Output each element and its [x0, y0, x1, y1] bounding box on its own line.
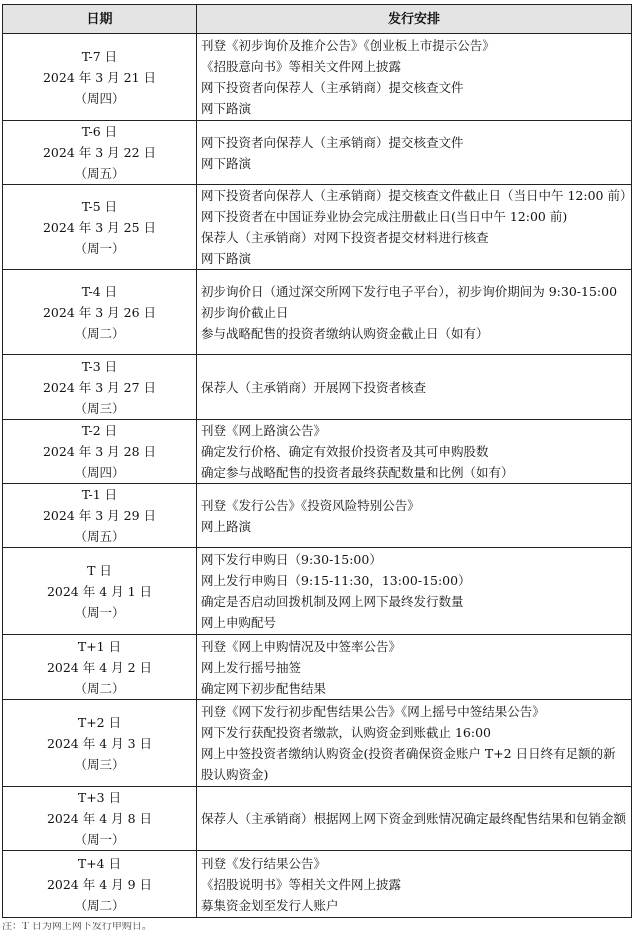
weekday: （周二）: [74, 680, 125, 696]
date-cell: [3, 548, 197, 635]
arrangement-item: 确定网下初步配售结果: [201, 680, 327, 696]
weekday: （周三）: [74, 400, 125, 416]
arrangement-cell: [197, 420, 632, 484]
arrangement-item: 刊登《网上路演公告》: [201, 423, 327, 438]
arrangement-column-header: 发行安排: [197, 5, 632, 34]
schedule-row: [3, 121, 632, 185]
calendar-date: 2024 年 4 月 8 日: [46, 811, 153, 826]
schedule-row: [3, 635, 632, 700]
relative-day: T-5 日: [81, 198, 118, 214]
date-cell: [3, 34, 197, 121]
weekday: （周四）: [74, 465, 125, 480]
calendar-date: 2024 年 3 月 22 日: [42, 145, 157, 160]
relative-day: T+1 日: [77, 638, 122, 654]
date-cell: [3, 700, 197, 787]
arrangement-item: 参与战略配售的投资者缴纳认购资金截止日（如有）: [201, 325, 489, 341]
weekday: （周二）: [74, 897, 125, 913]
arrangement-item: 刊登《网下发行初步配售结果公告》《网上摇号中签结果公告》: [201, 704, 545, 719]
relative-day: T+2 日: [77, 714, 122, 730]
arrangement-cell: [197, 787, 632, 851]
calendar-date: 2024 年 3 月 28 日: [42, 444, 157, 459]
arrangement-item: 刊登《网上申购情况及中签率公告》: [201, 638, 402, 654]
calendar-date: 2024 年 4 月 1 日: [46, 583, 153, 599]
arrangement-item: 网上发行摇号抽签: [201, 659, 302, 675]
weekday: （周三）: [74, 756, 125, 772]
arrangement-item: 网下发行申购日（9:30-15:00）: [201, 552, 382, 567]
arrangement-item: 网下投资者向保荐人（主承销商）提交核查文件截止日（当日中午 12:00 前）: [201, 188, 633, 203]
schedule-row: [3, 548, 632, 635]
date-cell: [3, 635, 197, 700]
calendar-date: 2024 年 4 月 2 日: [46, 659, 153, 675]
arrangement-item: 初步询价日（通过深交所网下发行电子平台），初步询价期间为 9:30-15:00: [201, 283, 618, 299]
arrangement-item: 保荐人（主承销商）对网下投资者提交材料进行核查: [201, 230, 489, 245]
calendar-date: 2024 年 4 月 9 日: [46, 876, 153, 892]
arrangement-item: 刊登《初步询价及推介公告》《创业板上市提示公告》: [201, 38, 495, 53]
schedule-row: [3, 851, 632, 918]
schedule-body: [3, 34, 632, 918]
date-cell: [3, 270, 197, 355]
arrangement-cell: [197, 484, 632, 548]
arrangement-item: 网下路演: [201, 251, 252, 266]
arrangement-cell: [197, 270, 632, 355]
weekday: （周一）: [74, 240, 125, 256]
schedule-row: [3, 700, 632, 787]
table-header-row: [3, 5, 632, 34]
arrangement-cell: [197, 548, 632, 635]
arrangement-cell: [197, 635, 632, 700]
arrangement-item: 网下路演: [201, 155, 252, 171]
arrangement-item: 网下投资者向保荐人（主承销商）提交核查文件: [201, 80, 464, 95]
schedule-row: [3, 787, 632, 851]
relative-day: T+3 日: [77, 790, 122, 805]
schedule-row: [3, 355, 632, 420]
date-column-header: 日期: [3, 5, 197, 34]
calendar-date: 2024 年 3 月 21 日: [42, 69, 157, 85]
schedule-row: [3, 270, 632, 355]
arrangement-item: 保荐人（主承销商）根据网上网下资金到账情况确定最终配售结果和包销金额: [201, 811, 627, 826]
relative-day: T+4 日: [77, 855, 122, 871]
calendar-date: 2024 年 3 月 26 日: [42, 304, 157, 320]
weekday: （周五）: [74, 166, 125, 181]
date-cell: [3, 484, 197, 548]
weekday: （周二）: [74, 325, 125, 341]
relative-day: T-1 日: [81, 487, 118, 502]
schedule-row: [3, 420, 632, 484]
arrangement-cell: [197, 121, 632, 185]
footnote: 注：T 日为网上网下发行申购日。: [2, 922, 152, 932]
arrangement-item: 保荐人（主承销商）开展网下投资者核查: [201, 379, 427, 395]
schedule-row: [3, 34, 632, 121]
schedule-row: [3, 185, 632, 270]
arrangement-item: 网上申购配号: [201, 615, 277, 630]
calendar-date: 2024 年 4 月 3 日: [46, 735, 153, 751]
weekday: （周一）: [74, 604, 125, 620]
schedule-row: [3, 484, 632, 548]
relative-day: T-6 日: [81, 124, 118, 139]
arrangement-item: 《招股意向书》等相关文件网上披露: [201, 59, 402, 74]
issuance-schedule-table: [2, 4, 632, 918]
arrangement-cell: [197, 34, 632, 121]
arrangement-item: 《招股说明书》等相关文件网上披露: [201, 876, 402, 892]
relative-day: T-2 日: [81, 423, 118, 438]
arrangement-item: 确定是否启动回拨机制及网上网下最终发行数量: [201, 594, 464, 609]
calendar-date: 2024 年 3 月 25 日: [42, 219, 157, 235]
date-cell: [3, 185, 197, 270]
arrangement-item: 网上中签投资者缴纳认购资金(投资者确保资金账户 T+2 日日终有足额的新股认购资金): [201, 746, 616, 782]
weekday: （周四）: [74, 90, 125, 106]
arrangement-item: 网上发行申购日（9:15-11:30，13:00-15:00）: [201, 573, 471, 588]
arrangement-item: 刊登《发行结果公告》: [201, 855, 327, 871]
arrangement-item: 网上路演: [201, 518, 252, 534]
arrangement-cell: [197, 851, 632, 918]
weekday: （周五）: [74, 529, 125, 544]
calendar-date: 2024 年 3 月 27 日: [42, 379, 157, 395]
arrangement-cell: [197, 185, 632, 270]
relative-day: T-3 日: [81, 358, 118, 374]
arrangement-cell: [197, 700, 632, 787]
arrangement-item: 网下投资者在中国证券业协会完成注册截止日(当日中午 12:00 前): [201, 209, 568, 224]
weekday: （周一）: [74, 832, 125, 847]
arrangement-item: 刊登《发行公告》《投资风险特别公告》: [201, 497, 420, 513]
date-cell: [3, 121, 197, 185]
date-cell: [3, 420, 197, 484]
calendar-date: 2024 年 3 月 29 日: [42, 508, 157, 523]
arrangement-item: 初步询价截止日: [201, 304, 289, 320]
arrangement-item: 募集资金划至发行人账户: [201, 897, 339, 913]
arrangement-item: 网下投资者向保荐人（主承销商）提交核查文件: [201, 134, 464, 150]
relative-day: T-4 日: [81, 283, 118, 299]
relative-day: T 日: [87, 562, 112, 578]
relative-day: T-7 日: [81, 48, 118, 64]
arrangement-cell: [197, 355, 632, 420]
date-cell: [3, 851, 197, 918]
arrangement-item: 确定发行价格、确定有效报价投资者及其可申购股数: [201, 444, 489, 459]
arrangement-item: 网下路演: [201, 101, 252, 116]
arrangement-item: 网下发行获配投资者缴款，认购资金到账截止 16:00: [201, 725, 491, 740]
arrangement-item: 确定参与战略配售的投资者最终获配数量和比例（如有）: [201, 465, 514, 480]
date-cell: [3, 787, 197, 851]
date-cell: [3, 355, 197, 420]
